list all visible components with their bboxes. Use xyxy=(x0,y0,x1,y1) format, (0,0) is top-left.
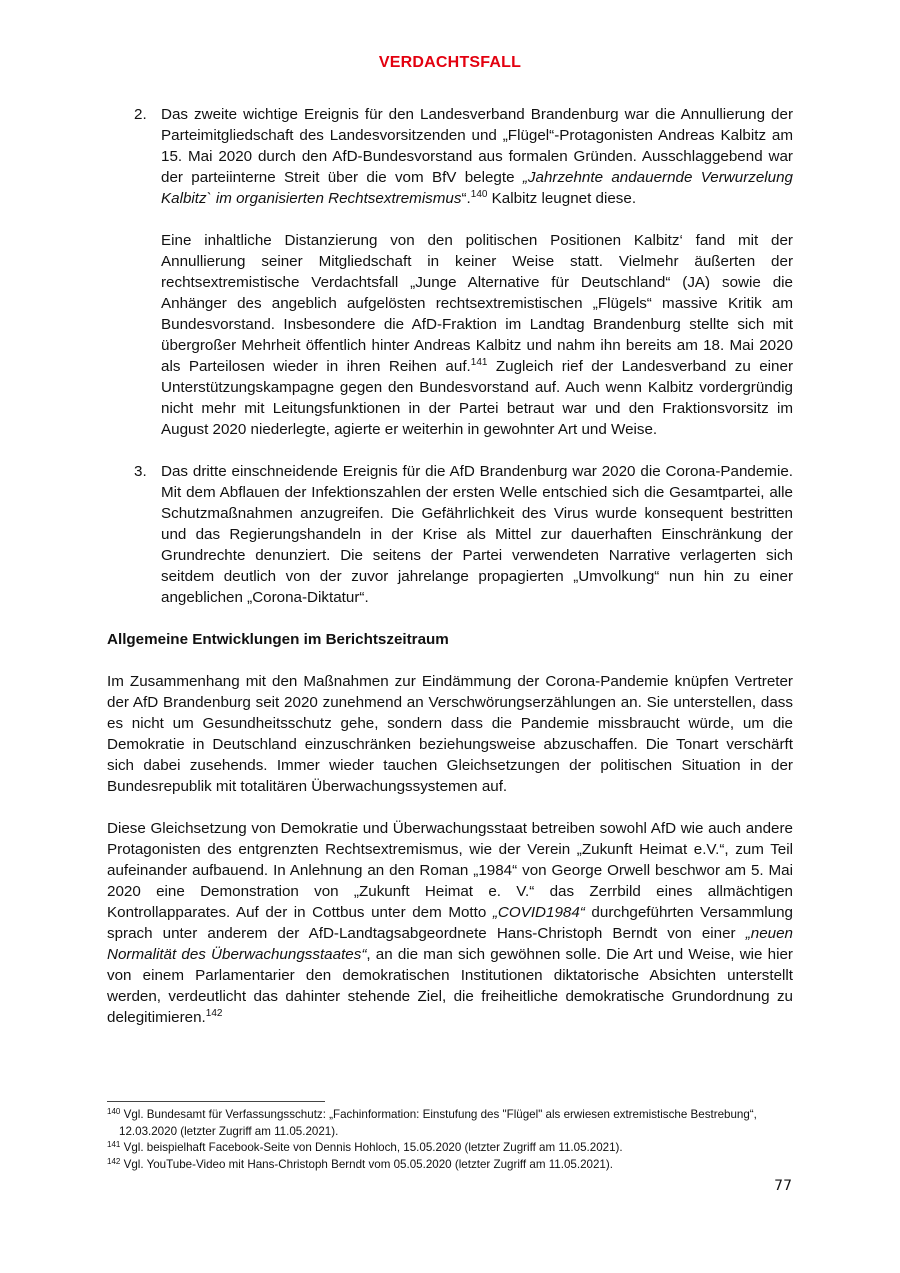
list-item-2-paragraph-1: Das zweite wichtige Ereignis für den Landesverband Brandenburg war die Annullierung der Parteimitgliedschaft des Landesvorsitzenden und „Flügel“-Protagonisten Andreas Kalbitz am 15. Mai 2020 durch den AfD-Bundesvorstand aus formalen Gründen. Ausschlaggebend war der parteiinterne Streit über die vom BfV belegte „Jahrzehnte andauernde Verwurzelung Kalbitz` im organisierten Rechtsextremismus“.$^{140}$ Kalbitz leugnet diese. xyxy=(161,106,794,207)
footnote-142: $^{142}$ Vgl. YouTube-Video mit Hans-Christoph Berndt vom 05.05.2020 (letzter Zugriff am 11.05.2021). xyxy=(107,1156,613,1171)
footnote-ref-141: 141 xyxy=(470,357,488,368)
list-item-number: 2. xyxy=(134,106,147,123)
footnote-141: $^{141}$ Vgl. beispielhaft Facebook-Seite von Dennis Hohloch, 15.05.2020 (letzter Zugriff am 11.05.2021). xyxy=(107,1140,623,1154)
section-paragraph-1: Im Zusammenhang mit den Maßnahmen zur Eindämmung der Corona-Pandemie knüpfen Vertreter der AfD Brandenburg seit 2020 zunehmend an Verschwörungserzählungen an. Sie unterstellen, dass es nicht um Gesundheitsschutz gehe, sondern dass die Pandemie missbraucht würde, um die Demokratie in Deutschland einzuschränken beziehungsweise abzuschaffen. Die Tonart verschärft sich dabei zusehends. Immer wieder tauchen Gleichsetzungen der politischen Situation in der Bundesrepublik mit totalitären Überwachungssystemen auf. xyxy=(107,673,793,795)
list-item-3 xyxy=(107,461,793,608)
page-number: 77 xyxy=(774,1178,792,1194)
motto-italic: „COVID1984“ xyxy=(492,904,585,921)
list-item-number: 3. xyxy=(134,463,147,480)
main-text xyxy=(107,104,793,1049)
quote-italic: „neuen Normalität des Überwachungsstaates“ xyxy=(107,925,793,963)
section-paragraph-2: Diese Gleichsetzung von Demokratie und Überwachungsstaat betreiben sowohl AfD wie auch andere Protagonisten des entgrenzten Rechtsextremismus, wie der Verein „Zukunft Heimat e.V.“, zum Teil aufeinander aufbauend. In Anlehnung an den Roman „1984“ von George Orwell beschwor am 5. Mai 2020 eine Demonstration von „Zukunft Heimat e. V.“ das Zerrbild eines allmächtigen Kontrollapparates. Auf der in Cottbus unter dem Motto „COVID1984“ durchgeführten Versammlung sprach unter anderem der AfD-Landtagsabgeordnete Hans-Christoph Berndt von einer „neuen Normalität des Überwachungsstaates“, an die man sich gewöhnen solle. Die Art und Weise, wie hier von einem Parlamentarier den demokratischen Institutionen diktatorische Absichten unterstellt werden, verdeutlicht das dahinter stehende Ziel, die freiheitliche demokratische Grundordnung zu delegitimieren.$^{142}$ xyxy=(107,820,793,1026)
list-item-2-paragraph-2: Eine inhaltliche Distanzierung von den politischen Positionen Kalbitz‘ fand mit der Annullierung seiner Mitgliedschaft in keiner Weise statt. Vielmehr äußerten der rechtsextremistische Verdachtsfall „Junge Alternative für Deutschland“ (JA) sowie die Anhänger des angeblich aufgelösten rechtsextremistischen „Flügels“ massive Kritik am Bundesvorstand. Insbesondere die AfD-Fraktion im Landtag Brandenburg stellte sich mit übergroßer Mehrheit öffentlich hinter Andreas Kalbitz und nahm ihn bereits am 18. Mai 2020 als Parteilosen wieder in ihren Reihen auf.$^{141}$ Zugleich rief der Landesverband zu einer Unterstützungskampagne gegen den Bundesvorstand auf. Auch wenn Kalbitz vordergründig nicht mehr mit Leitungsfunktionen in der Partei betraut war und den Fraktionsvorsitz im August 2020 niederlegte, agierte er weiterhin in gewohnter Art und Weise. xyxy=(161,232,793,438)
section-heading: Allgemeine Entwicklungen im Berichtszeitraum xyxy=(107,631,449,648)
footnote-ref-142: 142 xyxy=(205,1008,223,1019)
footnotes xyxy=(107,1107,793,1173)
footnote-ref-140: 140 xyxy=(470,189,488,200)
footnote-140: $^{140}$ Vgl. Bundesamt für Verfassungsschutz: „Fachinformation: Einstufung des "Flügel" als erwiesen extremistische Bestrebung“, 12.03.2020 (letzter Zugriff am 11.05.2021). xyxy=(107,1107,757,1138)
list-item-2 xyxy=(107,104,793,440)
list-item-3-paragraph: Das dritte einschneidende Ereignis für die AfD Brandenburg war 2020 die Corona-Pandemie. Mit dem Abflauen der Infektionszahlen der ersten Welle entschied sich die Gesamtpartei, alle Schutzmaßnahmen anzugreifen. Die Gefährlichkeit des Virus wurde konsequent bestritten und das Regierungshandeln in der Krise als Mittel zur dauerhaften Einschränkung der Grundrechte denunziert. Die seitens der Partei verwendeten Narrative verlagerten sich seitdem deutlich von der zuvor jahrelange propagierten „Umvolkung“ nun hin zu einer angeblichen „Corona-Diktatur“. xyxy=(161,463,793,606)
page-header-title: VERDACHTSFALL xyxy=(378,54,522,71)
quote-italic: „Jahrzehnte andauernde Verwurzelung Kalbitz` im organisierten Rechtsextremismus xyxy=(161,169,794,207)
footnote-divider xyxy=(107,1101,325,1102)
